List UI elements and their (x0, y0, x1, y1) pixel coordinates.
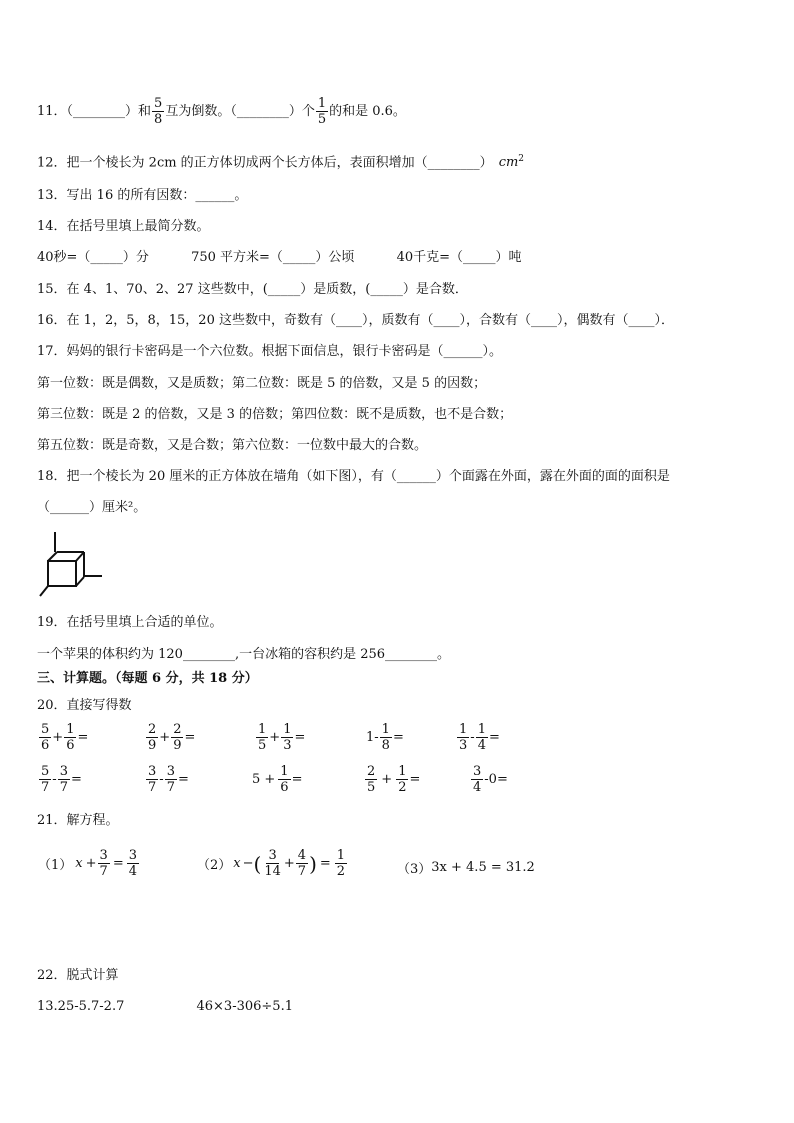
question-19: 19．在括号里填上合适的单位。 (37, 615, 223, 630)
cube-corner-figure (38, 532, 104, 598)
question-14: 14．在括号里填上最简分数。 (37, 219, 210, 234)
calc-item: $\frac{5}{7}$ - $\frac{3}{7}$ = (41, 764, 82, 795)
question-16: 16．在 1，2，5，8，15，20 这些数中，奇数有（____），质数有（____），合数有（____），偶数有（____）． (37, 313, 674, 328)
q14-item: 750 平方米=（_____）公顷 (191, 250, 355, 265)
q14-item: 40千克=（_____）吨 (396, 250, 522, 265)
question-21: 21．解方程。 (37, 813, 119, 828)
question-19-line: 一个苹果的体积约为 120________,一台冰箱的容积约是 256________。 (37, 647, 451, 662)
q17-line-2: 第三位数：既是 2 的倍数，又是 3 的倍数；第四位数：既不是质数，也不是合数； (37, 407, 513, 422)
question-14-items (37, 249, 522, 267)
equation-2: （2） x − ( $\frac{3}{14}$ + $\frac{4}{7}$ ) = $\frac{1}{2}$ (197, 848, 346, 879)
q14-item: 40秒=（_____）分 (37, 250, 149, 265)
calc-item: $\frac{1}{5}$ + $\frac{1}{3}$ = (258, 722, 306, 753)
calc-item: 5 + $\frac{1}{6}$ = (252, 764, 303, 795)
fraction: $\frac{5}{8}$ (154, 96, 163, 127)
question-18: 18．把一个棱长为 20 厘米的正方体放在墙角（如下图），有（______）个面露在外面，露在外面的面的面积是 (37, 469, 670, 484)
calc-item: $\frac{3}{7}$ - $\frac{3}{7}$ = (148, 764, 189, 795)
question-13: 13．写出 16 的所有因数：______。 (37, 188, 248, 203)
calc-item: $\frac{3}{4}$ -0= (473, 764, 508, 795)
equation-3: （3） 3x + 4.5 = 31.2 (397, 860, 535, 877)
calc-item: $\frac{1}{3}$ - $\frac{1}{4}$ = (459, 722, 500, 753)
equation-1: （1） x + $\frac{3}{7}$ = $\frac{3}{4}$ (38, 848, 137, 879)
calc-item: 1- $\frac{1}{8}$ = (366, 722, 404, 753)
fraction: $\frac{1}{5}$ (317, 96, 327, 127)
q22-item: 13.25-5.7-2.7 (37, 999, 125, 1014)
q22-item: 46×3-306÷5.1 (196, 999, 293, 1014)
section-3-heading: 三、计算题。（每题 6 分，共 18 分） (37, 671, 258, 686)
q17-line-3: 第五位数：既是奇数，又是合数；第六位数：一位数中最大的合数。 (37, 438, 428, 453)
question-12: 12．把一个棱长为 2cm 的正方体切成两个长方体后，表面积增加（________） $cm^2$ (37, 154, 525, 171)
calc-item: $\frac{2}{9}$ + $\frac{2}{9}$ = (148, 722, 196, 753)
question-17: 17．妈妈的银行卡密码是一个六位数。根据下面信息，银行卡密码是（______）。 (37, 344, 503, 359)
question-22-items (37, 998, 293, 1016)
question-20: 20．直接写得数 (37, 698, 132, 713)
question-22: 22．脱式计算 (37, 968, 119, 983)
question-18-line-2: （______）厘米²。 (37, 500, 147, 515)
calc-item: $\frac{5}{6}$ + $\frac{1}{6}$ = (41, 722, 89, 753)
q17-line-1: 第一位数：既是偶数，又是质数；第二位数：既是 5 的倍数，又是 5 的因数； (37, 376, 487, 391)
question-11: 11．（________）和 $\frac{5}{8}$ 互为倒数。（________）个 $\frac{1}{5}$ 的和是 0.6。 (37, 96, 406, 127)
calc-item: $\frac{2}{5}$ + $\frac{1}{2}$ = (367, 764, 421, 795)
question-15: 15．在 4、1、70、2、27 这些数中，(_____）是质数，(_____）是合数． (37, 282, 468, 297)
